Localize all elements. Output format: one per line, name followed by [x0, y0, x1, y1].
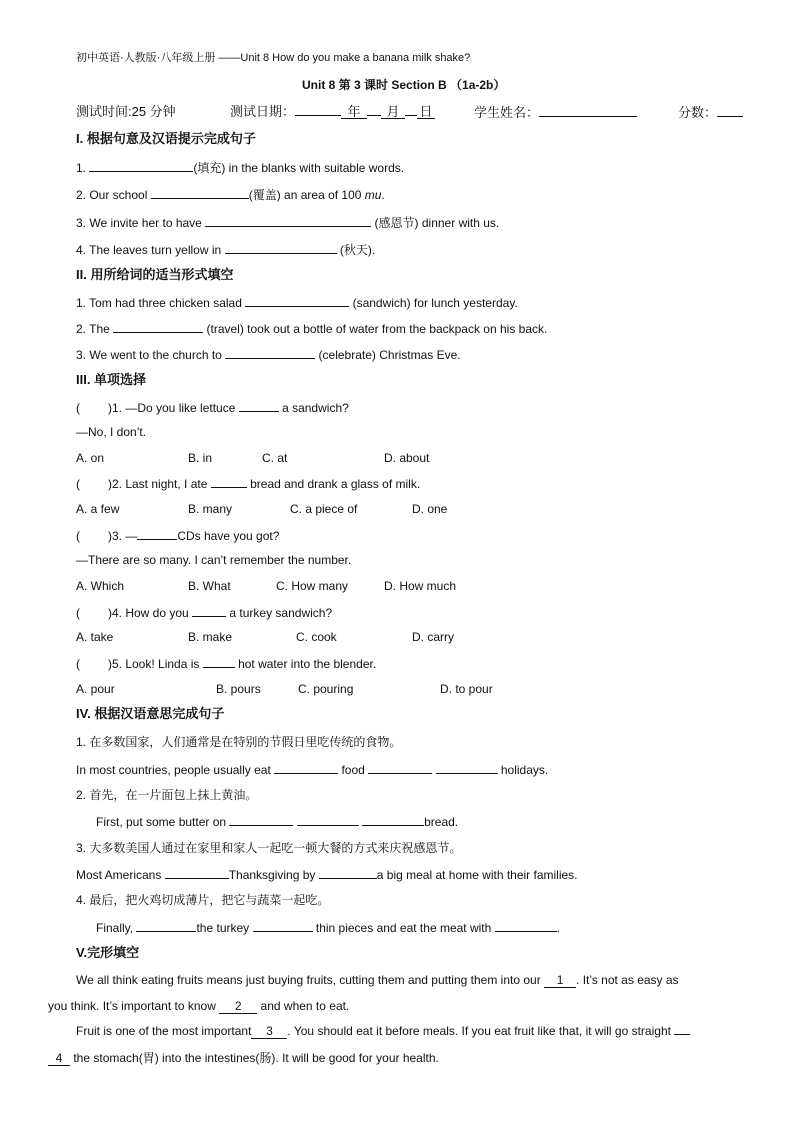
s4-q4-english: Finally, the turkey thin pieces and eat the meat with . — [96, 921, 560, 935]
s4-q2-english: First, put some butter on bread. — [96, 815, 459, 829]
option[interactable]: D. How much — [384, 579, 457, 593]
s4-q2-chinese: 2. 首先，在一片面包上抹上黄油。 — [76, 788, 258, 802]
answer-blank[interactable] — [436, 761, 498, 774]
option[interactable]: C. cook — [296, 630, 337, 644]
option[interactable]: C. pouring — [298, 682, 354, 696]
s4-q3-english: Most Americans Thanksgiving by a big meal at home with their families. — [76, 868, 578, 882]
option[interactable]: B. What — [188, 579, 231, 593]
s3-q3-reply: —There are so many. I can’t remember the number. — [76, 553, 352, 567]
test-date-field[interactable] — [230, 104, 435, 120]
option[interactable]: D. one — [412, 502, 448, 516]
option[interactable]: A. on — [76, 451, 105, 465]
section-1-heading: I. 根据句意及汉语提示完成句子 — [76, 131, 256, 146]
option[interactable]: A. a few — [76, 502, 120, 516]
s1-question-1: 1. (填充) in the blanks with suitable words. — [76, 161, 405, 175]
section-4-heading: IV. 根据汉语意思完成句子 — [76, 706, 225, 721]
day-label: 日 — [417, 105, 435, 119]
s2-question-1: 1. Tom had three chicken salad (sandwich) for lunch yesterday. — [76, 296, 518, 310]
answer-blank[interactable] — [165, 866, 229, 879]
answer-blank[interactable] — [205, 214, 371, 227]
section-2-heading: II. 用所给词的适当形式填空 — [76, 267, 234, 282]
option[interactable]: D. to pour — [440, 682, 493, 696]
cloze-blank-4[interactable]: 4 — [48, 1052, 70, 1066]
answer-blank[interactable] — [297, 813, 359, 826]
year-label: 年 — [341, 105, 367, 119]
s3-question-1: ( )1. —Do you like lettuce a sandwich? — [76, 401, 349, 415]
answer-blank[interactable] — [495, 919, 557, 932]
s2-question-2: 2. The (travel) took out a bottle of water from the backpack on his back. — [76, 322, 548, 336]
answer-blank[interactable] — [89, 159, 193, 172]
cloze-blank-3[interactable]: 3 — [251, 1025, 287, 1039]
answer-blank[interactable] — [229, 813, 293, 826]
section-3-heading: III. 单项选择 — [76, 372, 147, 387]
cloze-line-2: you think. It’s important to know 2 and when to eat. — [48, 999, 350, 1013]
month-label: 月 — [381, 105, 405, 119]
s4-q4-chinese: 4. 最后，把火鸡切成薄片，把它与蔬菜一起吃。 — [76, 893, 330, 907]
option[interactable]: A. pour — [76, 682, 115, 696]
student-name-field[interactable] — [474, 104, 637, 121]
answer-blank[interactable] — [319, 866, 377, 879]
answer-blank[interactable] — [136, 919, 196, 932]
option[interactable]: C. a piece of — [290, 502, 358, 516]
option[interactable]: B. pours — [216, 682, 261, 696]
answer-blank[interactable] — [253, 919, 313, 932]
s3-question-4: ( )4. How do you a turkey sandwich? — [76, 606, 333, 620]
s3-question-5: ( )5. Look! Linda is hot water into the blender. — [76, 657, 377, 671]
answer-blank[interactable] — [368, 761, 432, 774]
option[interactable]: B. make — [188, 630, 233, 644]
option[interactable]: D. carry — [412, 630, 454, 644]
s3-question-2: ( )2. Last night, I ate bread and drank a glass of milk. — [76, 477, 421, 491]
score-label: 分数： — [678, 105, 718, 120]
s4-q1-chinese: 1. 在多数国家，人们通常是在特别的节假日里吃传统的食物。 — [76, 735, 402, 749]
s2-question-3: 3. We went to the church to (celebrate) Christmas Eve. — [76, 348, 461, 362]
s1-question-3: 3. We invite her to have (感恩节) dinner with us. — [76, 216, 500, 230]
breadcrumb: 初中英语·人教版·八年级上册 ——Unit 8 How do you make a banana milk shake? — [76, 52, 471, 64]
score-field[interactable] — [678, 104, 743, 121]
cloze-blank-2[interactable]: 2 — [219, 1000, 257, 1014]
option[interactable]: A. take — [76, 630, 114, 644]
s3-question-3: ( )3. — CDs have you got? — [76, 529, 280, 543]
s3-q1-reply: —No, I don’t. — [76, 425, 147, 439]
test-time-label: 测试时间:25 分钟 — [76, 104, 176, 119]
answer-blank[interactable] — [245, 294, 349, 307]
cloze-blank-1[interactable]: 1 — [544, 974, 576, 988]
s1-question-2: 2. Our school (覆盖) an area of 100 mu. — [76, 188, 385, 202]
option[interactable]: B. in — [188, 451, 213, 465]
option[interactable]: C. How many — [276, 579, 349, 593]
s4-q3-chinese: 3. 大多数美国人通过在家里和家人一起吃一顿大餐的方式来庆祝感恩节。 — [76, 841, 462, 855]
page-title: Unit 8 第 3 课时 Section B （1a-2b） — [302, 78, 506, 92]
s4-q1-english: In most countries, people usually eat food holidays. — [76, 763, 549, 777]
answer-blank[interactable] — [274, 761, 338, 774]
option[interactable]: D. about — [384, 451, 430, 465]
cloze-line-4: 4 the stomach(胃) into the intestines(肠). It will be good for your health. — [48, 1050, 439, 1066]
answer-blank[interactable] — [225, 346, 315, 359]
date-label: 测试日期： — [230, 104, 296, 119]
answer-blank[interactable] — [225, 241, 337, 254]
option[interactable]: A. Which — [76, 579, 125, 593]
name-label: 学生姓名： — [474, 105, 540, 120]
cloze-line-1: We all think eating fruits means just buying fruits, cutting them and putting them into our 1 . It’s not as easy as — [76, 973, 679, 987]
answer-blank[interactable] — [362, 813, 424, 826]
section-5-heading: V.完形填空 — [76, 945, 140, 960]
answer-blank[interactable] — [151, 186, 249, 199]
cloze-line-3: Fruit is one of the most important 3 . You should eat it before meals. If you eat fruit like that, it will go straight — [76, 1023, 690, 1039]
option[interactable]: B. many — [188, 502, 233, 516]
answer-blank[interactable] — [113, 320, 203, 333]
s1-question-4: 4. The leaves turn yellow in (秋天). — [76, 243, 376, 257]
option[interactable]: C. at — [262, 451, 288, 465]
